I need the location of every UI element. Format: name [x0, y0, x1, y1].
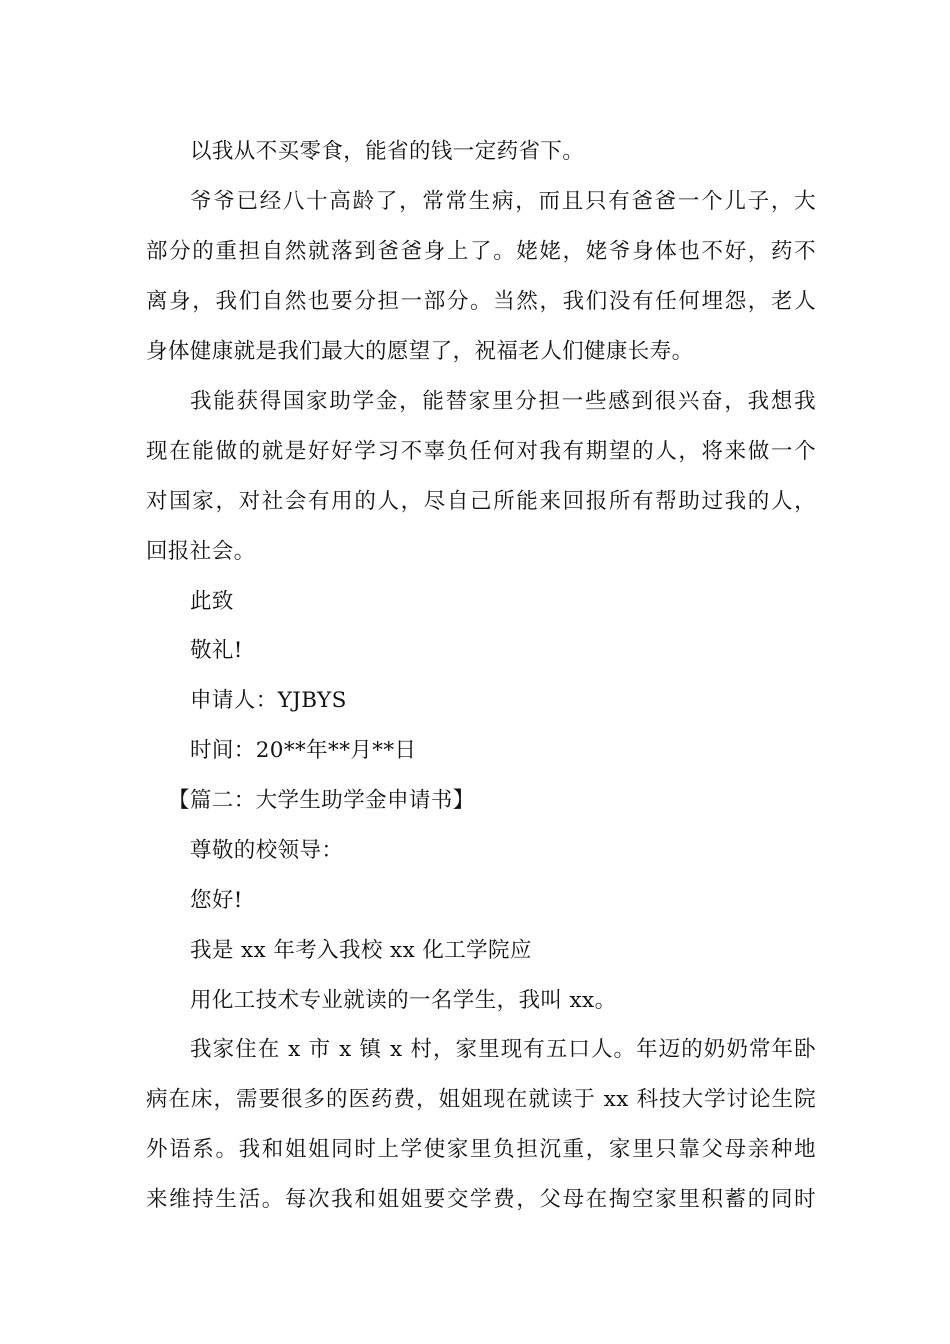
- paragraph-line: 我家住在 x 市 x 镇 x 村，家里现有五口人。年迈的奶奶常年卧: [190, 1037, 816, 1062]
- greeting-line: 您好!: [190, 888, 243, 913]
- paragraph-line: 用化工技术专业就读的一名学生，我叫 xx。: [190, 988, 617, 1013]
- salutation-line: 敬礼!: [190, 638, 243, 663]
- greeting-line: 尊敬的校领导：: [190, 838, 344, 863]
- paragraph-line: 部分的重担自然就落到爸爸身上了。姥姥，姥爷身体也不好，药不: [146, 239, 816, 264]
- paragraph-line: 爷爷已经八十高龄了，常常生病，而且只有爸爸一个儿子，大: [190, 189, 816, 214]
- paragraph-line: 对国家，对社会有用的人，尽自己所能来回报所有帮助过我的人，: [146, 489, 816, 514]
- paragraph-line: 现在能做的就是好好学习不辜负任何对我有期望的人，将来做一个: [146, 439, 816, 464]
- date-line: 时间：20**年**月**日: [190, 738, 417, 763]
- paragraph-line: 来维持生活。每次我和姐姐要交学费，父母在掏空家里积蓄的同时: [146, 1187, 816, 1212]
- section-heading: 【篇二：大学生助学金申请书】: [168, 788, 475, 813]
- paragraph-line: 身体健康就是我们最大的愿望了，祝福老人们健康长寿。: [146, 339, 694, 364]
- paragraph-line: 外语系。我和姐姐同时上学使家里负担沉重，家里只靠父母亲种地: [146, 1137, 816, 1162]
- paragraph-line: 我是 xx 年考入我校 xx 化工学院应: [190, 938, 532, 963]
- closing-line: 此致: [190, 589, 234, 614]
- paragraph-line: 回报社会。: [146, 539, 256, 564]
- paragraph-line: 我能获得国家助学金，能替家里分担一些感到很兴奋，我想我: [190, 389, 816, 414]
- paragraph-line: 离身，我们自然也要分担一部分。当然，我们没有任何埋怨，老人: [146, 289, 816, 314]
- paragraph-line: 以我从不买零食，能省的钱一定药省下。: [190, 139, 585, 164]
- paragraph-line: 病在床，需要很多的医药费，姐姐现在就读于 xx 科技大学讨论生院: [146, 1087, 816, 1112]
- applicant-line: 申请人：YJBYS: [190, 688, 347, 713]
